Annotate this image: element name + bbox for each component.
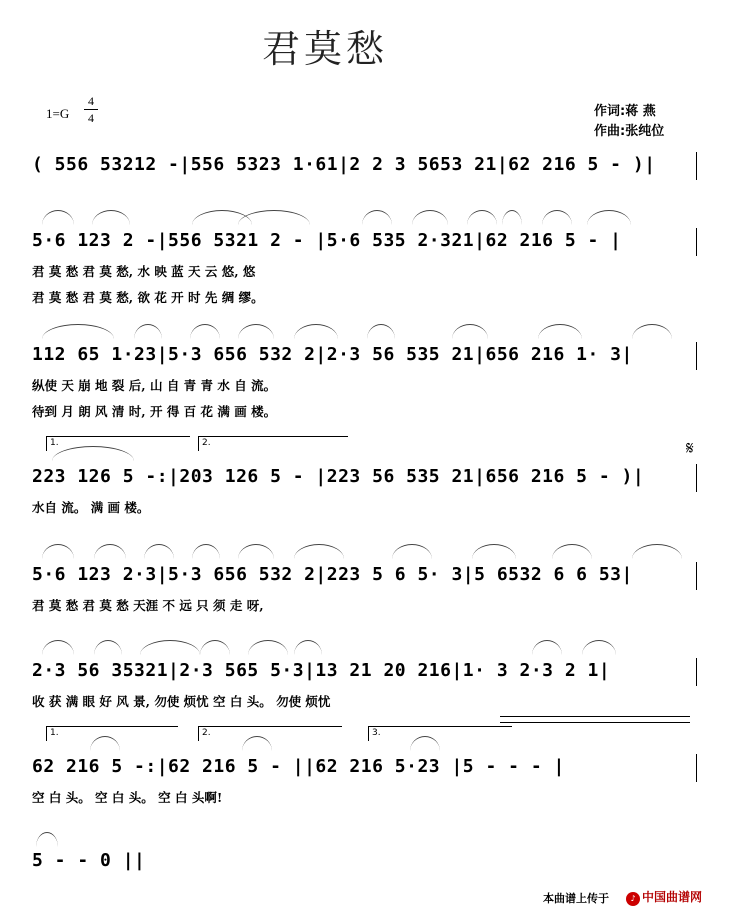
notation-line: 5·6 123 2·3|5·3 656 532 2|223 5 6 5· 3|5 6532 6 6 53| <box>32 564 633 585</box>
notation-line: 112 65 1·23|5·3 656 532 2|2·3 56 535 21|656 216 1· 3| <box>32 344 633 365</box>
notation-line: 2·3 56 35321|2·3 565 5·3|13 21 20 216|1· 3 2·3 2 1| <box>32 660 611 681</box>
site-logo-icon: ♪ <box>626 892 640 906</box>
crescendo-line <box>500 716 690 717</box>
notation-line: 62 216 5 -:|62 216 5 - ||62 216 5·23 |5 - - - | <box>32 756 565 777</box>
upload-note: 本曲谱上传于 <box>543 892 609 905</box>
third-ending: 3. <box>368 726 512 741</box>
lyrics-verse-1: 君 莫 愁 君 莫 愁, 水 映 蓝 天 云 悠, 悠 <box>32 264 256 279</box>
notation-line: 5·6 123 2 -|556 5321 2 - |5·6 535 2·321|62 216 5 - | <box>32 230 622 251</box>
time-signature-top: 4 <box>88 94 94 108</box>
lyrics-verse-1: 君 莫 愁 君 莫 愁 天涯 不 远 只 须 走 呀, <box>32 598 264 613</box>
second-ending: 2. <box>198 726 342 741</box>
second-ending: 2. <box>198 436 348 451</box>
notation-line: 223 126 5 -:|203 126 5 - |223 56 535 21|656 216 5 - )| <box>32 466 645 487</box>
first-ending: 1. <box>46 726 178 741</box>
site-name: 中国曲谱网 <box>642 890 703 904</box>
crescendo-line <box>500 722 690 723</box>
lyrics-verse-2: 待到 月 朗 风 清 时, 开 得 百 花 满 画 楼。 <box>32 404 277 419</box>
lyrics-verse-1: 水自 流。 满 画 楼。 <box>32 500 150 515</box>
lyrics-verse-2: 君 莫 愁 君 莫 愁, 欲 花 开 时 先 绸 缪。 <box>32 290 264 305</box>
score-title: 君莫愁 <box>262 27 389 71</box>
composer-credit: 作曲:张纯位 <box>594 124 665 139</box>
lyricist-credit: 作词:蒋 燕 <box>594 104 656 119</box>
notation-line: 5 - - 0 || <box>32 850 146 871</box>
lyrics-verse-1: 收 获 满 眼 好 风 景, 勿使 烦忧 空 白 头。 勿使 烦忧 <box>32 694 331 709</box>
time-signature <box>84 94 98 125</box>
notation-line: ( 556 53212 -|556 5323 1·61|2 2 3 5653 21|62 216 5 - )| <box>32 154 656 175</box>
segno-sign: 𝄋 <box>686 438 694 459</box>
first-ending: 1. <box>46 436 190 451</box>
lyrics-verse-1: 纵使 天 崩 地 裂 后, 山 自 青 青 水 自 流。 <box>32 378 277 393</box>
site-logo[interactable] <box>626 888 702 906</box>
key-signature: 1=G <box>46 106 70 121</box>
lyrics-verse-1: 空 白 头。 空 白 头。 空 白 头啊! <box>32 790 223 805</box>
time-signature-bottom: 4 <box>88 111 94 125</box>
